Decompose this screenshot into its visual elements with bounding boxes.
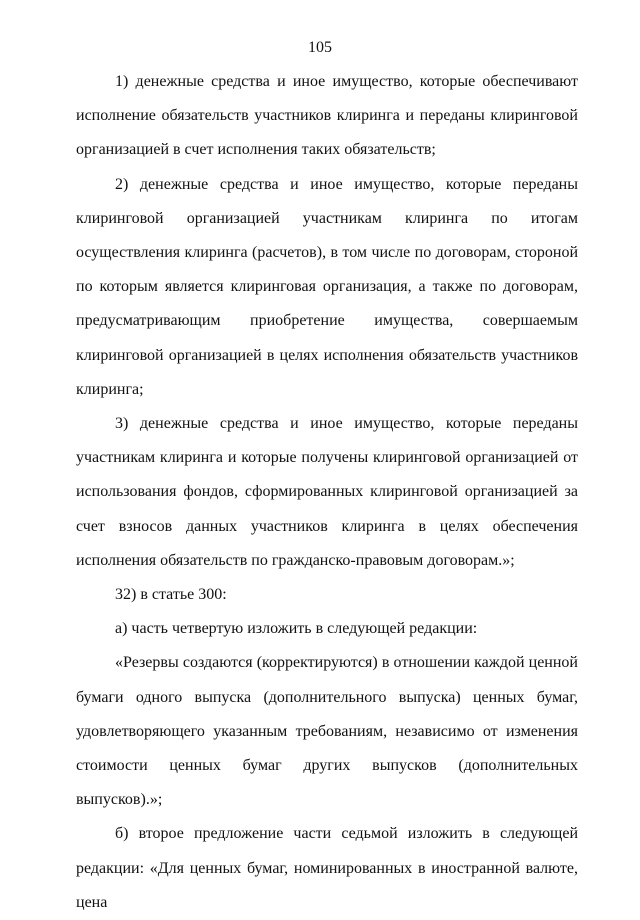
paragraph-item-32: 32) в статье 300: <box>115 586 227 604</box>
paragraph-item-3: 3) денежные средства и иное имущество, которые переданы участникам клиринга и которые получены клиринговой организацией от использования фондов, сформированных клиринговой организацией за счет взносов данных участников клиринга в целях обеспечения исполнения обязательств по гражданско-правовым договорам.»; <box>76 415 578 569</box>
paragraph-item-1: 1) денежные средства и иное имущество, которые обеспечивают исполнение обязательств участников клиринга и переданы клиринговой организацией в счет исполнения таких обязательств; <box>76 73 578 159</box>
paragraph-item-a: а) часть четвертую изложить в следующей редакции: <box>115 620 478 638</box>
page-number: 105 <box>308 39 332 56</box>
paragraph-item-b: б) второе предложение части седьмой изложить в следующей редакции: «Для ценных бумаг, номинированных в иностранной валюте, цена <box>76 825 578 911</box>
paragraph-item-2: 2) денежные средства и иное имущество, которые переданы клиринговой организацией участникам клиринга по итогам осуществления клиринга (расчетов), в том числе по договорам, стороной по которым является клиринговая организация, а также по договорам, предусматривающим приобретение имущества, совершаемым клиринговой организацией в целях исполнения обязательств участников клиринга; <box>76 175 578 398</box>
paragraph-quote-reserves: «Резервы создаются (корректируются) в отношении каждой ценной бумаги одного выпуска (дополнительного выпуска) ценных бумаг, удовлетворяющего указанным требованиям, независимо от изменения стоимости ценных бумаг других выпусков (дополнительных выпусков).»; <box>76 654 578 809</box>
document-body <box>76 65 578 920</box>
